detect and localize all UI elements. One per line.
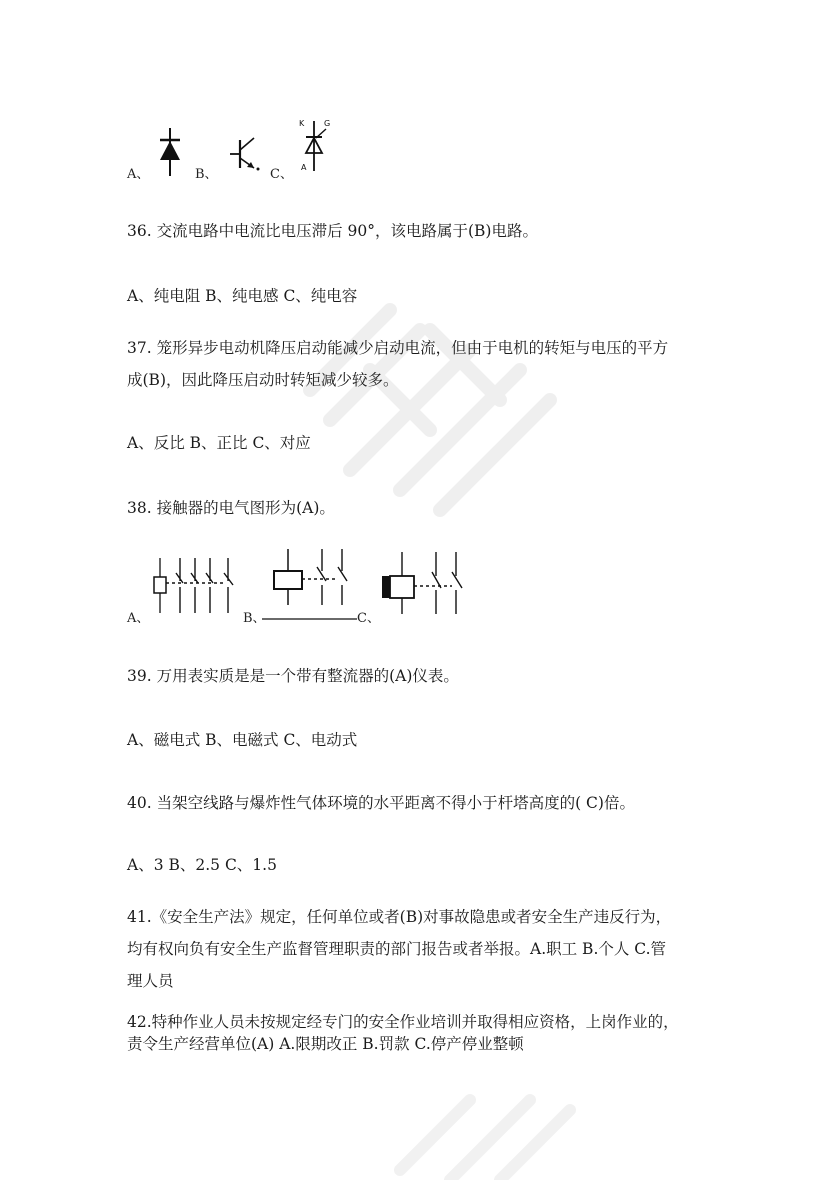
q42-line2: 责令生产经营单位(A) A.限期改正 B.罚款 C.停产停业整顿: [127, 1035, 524, 1053]
q35-option-b-label: B、: [195, 167, 218, 182]
diode-symbol-icon: [155, 128, 185, 178]
contactor-symbol-c-icon: [378, 548, 478, 618]
thyristor-symbol-icon: [296, 115, 336, 175]
q39-options: A、磁电式 B、电磁式 C、电动式: [127, 731, 358, 749]
q37-question-line2: 成(B)，因此降压启动时转矩减少较多。: [127, 371, 399, 389]
q41-line1: 41.《安全生产法》规定，任何单位或者(B)对事故隐患或者安全生产违反行为，: [127, 908, 672, 926]
q35-option-a-label: A、: [127, 167, 150, 182]
q36-options: A、纯电阻 B、纯电感 C、纯电容: [127, 287, 358, 305]
q41-line3: 理人员: [127, 972, 174, 990]
contactor-symbol-b-icon: [262, 545, 362, 623]
watermark-graphic-bottom: [380, 1060, 580, 1180]
q38-option-b-label: B、: [243, 611, 266, 626]
q38-option-a-label: A、: [127, 611, 150, 626]
q36-question: 36. 交流电路中电流比电压滞后 90°，该电路属于(B)电路。: [127, 222, 538, 240]
contactor-symbol-a-icon: [150, 553, 240, 618]
thyristor-a-label: A: [301, 163, 307, 172]
q42-line1: 42.特种作业人员未按规定经专门的安全作业培训并取得相应资格，上岗作业的，: [127, 1013, 679, 1031]
watermark-graphic: [270, 270, 570, 530]
q37-options: A、反比 B、正比 C、对应: [127, 434, 311, 452]
q38-option-c-label: C、: [357, 611, 380, 626]
thyristor-g-label: G: [324, 119, 331, 128]
q39-question: 39. 万用表实质是是一个带有整流器的(A)仪表。: [127, 667, 459, 685]
thyristor-k-label: K: [299, 119, 305, 128]
q38-question: 38. 接触器的电气图形为(A)。: [127, 499, 335, 517]
q35-option-c-label: C、: [270, 167, 293, 182]
q40-question: 40. 当架空线路与爆炸性气体环境的水平距离不得小于杆塔高度的( C)倍。: [127, 794, 635, 812]
q37-question-line1: 37. 笼形异步电动机降压启动能减少启动电流，但由于电机的转矩与电压的平方: [127, 339, 669, 357]
q40-options: A、3 B、2.5 C、1.5: [127, 856, 277, 874]
q41-line2: 均有权向负有安全生产监督管理职责的部门报告或者举报。A.职工 B.个人 C.管: [127, 940, 667, 958]
transistor-symbol-icon: [228, 132, 268, 174]
